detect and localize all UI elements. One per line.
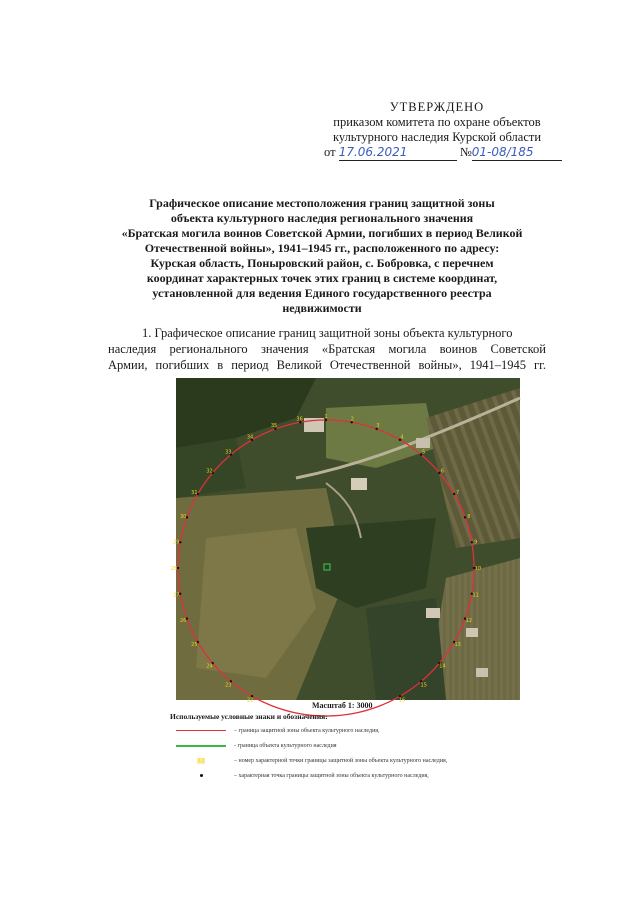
point-number-label: 22 — [246, 697, 254, 704]
date-handwritten: 17.06.2021 — [338, 145, 408, 159]
number-handwritten: 01-08/185 — [471, 145, 534, 159]
title-line-5: Курская область, Поныровский район, с. Бобровка, с перечнем — [150, 256, 494, 270]
point-number-label: 24 — [206, 663, 213, 670]
point-number-label: 26 — [179, 617, 187, 624]
title-line-4: Отечественной войны», 1941–1945 гг., расположенного по адресу: — [144, 241, 500, 255]
legend-text-3: – номер характерной точки границы защитной зоны объекта культурного наследия, — [234, 757, 448, 764]
point-number-label: 25 — [191, 642, 198, 648]
point-number-label: 4 — [400, 434, 404, 441]
date-prefix: от — [324, 145, 336, 159]
point-number-label: 14 — [439, 663, 446, 670]
approval-block — [312, 100, 562, 161]
green-line-symbol — [172, 745, 230, 747]
legend-text-2: - граница объекта культурного наследия — [234, 742, 337, 749]
title-line-7: установленной для ведения Единого государственного реестра — [152, 286, 492, 300]
point-number-label: 8 — [467, 514, 471, 521]
point-number-label: 15 — [420, 682, 427, 689]
red-line-symbol — [172, 730, 230, 731]
point-number-label: 29 — [173, 539, 180, 546]
point-number-label: 36 — [296, 416, 303, 423]
approval-line-1: приказом комитета по охране объектов — [333, 115, 541, 129]
building — [426, 608, 440, 618]
dot-symbol — [172, 774, 230, 777]
paragraph-line-2: наследия регионального значения «Братская могила воинов Советской — [108, 342, 546, 356]
point-number-label: 32 — [206, 468, 213, 475]
point-number-label: 27 — [173, 592, 180, 599]
yellow-number-symbol — [172, 758, 230, 764]
building — [351, 478, 367, 490]
section-paragraph — [108, 325, 546, 373]
map-scale: Масштаб 1: 3000 — [312, 701, 373, 710]
title-line-2: объекта культурного наследия регионального значения — [170, 211, 474, 225]
legend-row-dot — [172, 771, 429, 780]
approval-title: УТВЕРЖДЕНО — [389, 100, 485, 114]
legend-row-number — [172, 756, 447, 765]
point-number-label: 34 — [246, 434, 254, 441]
document-title — [102, 196, 542, 316]
point-number-label: 9 — [474, 539, 478, 546]
building — [466, 628, 478, 637]
point-number-label: 13 — [454, 642, 461, 648]
legend-title: Используемые условные знаки и обозначения: — [170, 712, 328, 721]
point-number-label: 11 — [472, 592, 479, 599]
number-underline — [472, 145, 562, 161]
point-number-label: 6 — [440, 468, 445, 475]
legend-text-4: – характерная точка границы защитной зоны объекта культурного наследия, — [234, 772, 429, 779]
legend-row-red-line — [172, 726, 380, 735]
point-number-label: 33 — [225, 449, 232, 456]
paragraph-line-1: 1. Графическое описание границ защитной зоны объекта культурного — [142, 326, 513, 340]
paragraph-line-3: Армии, погибших в период Великой Отечественной войны», 1941–1945 гг. — [108, 358, 546, 372]
point-number-label: 35 — [270, 423, 278, 430]
point-number-label: 2 — [350, 416, 354, 423]
point-number-label: 16 — [398, 697, 406, 704]
building — [416, 438, 430, 448]
building — [476, 668, 488, 677]
characteristic-point — [471, 541, 473, 543]
legend-row-green-line — [172, 741, 337, 750]
date-underline — [339, 145, 457, 161]
point-number-label: 5 — [422, 449, 426, 456]
legend-text-1: – граница защитной зоны объекта культурного наследия, — [234, 727, 380, 734]
map-canvas — [170, 378, 520, 704]
title-line-8: недвижимости — [282, 301, 362, 315]
point-number-label: 31 — [191, 490, 198, 496]
point-number-label: 12 — [465, 617, 473, 624]
approval-date-line — [312, 145, 562, 161]
number-prefix: № — [459, 145, 472, 159]
point-number-label: 10 — [474, 566, 482, 572]
point-number-label: 7 — [456, 490, 460, 496]
characteristic-point — [464, 516, 466, 518]
characteristic-point — [453, 493, 455, 495]
point-number-label: 1 — [324, 414, 328, 420]
title-line-6: координат характерных точек этих границ в системе координат, — [146, 271, 498, 285]
title-line-3: «Братская могила воинов Советской Армии, погибших в период Великой — [121, 226, 523, 240]
point-number-label: 23 — [225, 682, 232, 689]
number-symbol-text: 12 — [198, 757, 204, 764]
point-number-label: 28 — [170, 566, 178, 572]
satellite-map — [170, 378, 520, 704]
point-number-label: 3 — [376, 423, 380, 430]
title-line-1: Графическое описание местоположения границ защитной зоны — [149, 196, 495, 210]
approval-line-2: культурного наследия Курской области — [332, 130, 542, 144]
point-number-label: 30 — [179, 514, 187, 521]
